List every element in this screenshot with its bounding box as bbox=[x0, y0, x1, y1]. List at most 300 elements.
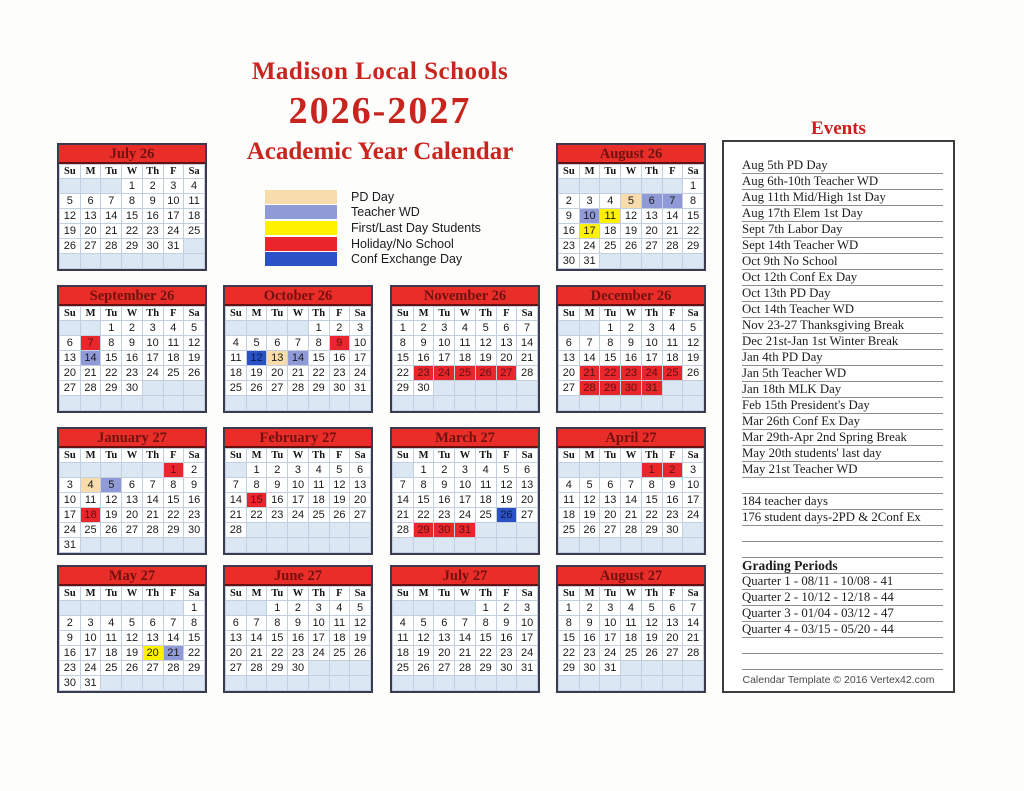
empty-cell bbox=[142, 254, 163, 269]
week-row bbox=[226, 631, 371, 646]
events-title: Events bbox=[811, 118, 866, 139]
weekday-header: Th bbox=[641, 449, 662, 463]
day-cell: 23 bbox=[288, 646, 309, 661]
weekday-header: Sa bbox=[683, 449, 704, 463]
day-cell: 18 bbox=[621, 631, 642, 646]
empty-cell bbox=[496, 538, 517, 553]
week-row bbox=[60, 254, 205, 269]
month-title: March 27 bbox=[392, 429, 538, 448]
wd-color-swatch bbox=[265, 205, 337, 219]
day-cell: 27 bbox=[496, 366, 517, 381]
day-cell: 28 bbox=[455, 661, 476, 676]
week-row bbox=[559, 321, 704, 336]
weekday-header: Su bbox=[393, 307, 414, 321]
day-cell: 3 bbox=[579, 194, 600, 209]
day-cell: 24 bbox=[517, 646, 538, 661]
day-cell: 14 bbox=[163, 631, 184, 646]
day-cell: 6 bbox=[600, 478, 621, 493]
day-cell: 27 bbox=[226, 661, 247, 676]
week-row bbox=[393, 478, 538, 493]
day-cell: 4 bbox=[80, 478, 101, 493]
empty-cell bbox=[288, 523, 309, 538]
day-cell: 20 bbox=[641, 224, 662, 239]
month-title: July 27 bbox=[392, 567, 538, 586]
day-cell: 15 bbox=[267, 631, 288, 646]
empty-cell bbox=[559, 179, 580, 194]
day-cell: 9 bbox=[122, 336, 143, 351]
day-cell: 24 bbox=[350, 366, 371, 381]
empty-cell bbox=[226, 396, 247, 411]
day-cell: 16 bbox=[579, 631, 600, 646]
empty-cell bbox=[122, 396, 143, 411]
day-cell: 5 bbox=[246, 336, 267, 351]
day-cell: 9 bbox=[496, 616, 517, 631]
empty-cell bbox=[226, 463, 247, 478]
day-cell: 13 bbox=[267, 351, 288, 366]
weekday-header: M bbox=[579, 449, 600, 463]
weekday-header-row bbox=[60, 449, 205, 463]
empty-cell bbox=[641, 396, 662, 411]
empty-cell bbox=[246, 676, 267, 691]
day-cell: 8 bbox=[475, 616, 496, 631]
day-cell: 7 bbox=[579, 336, 600, 351]
empty-cell bbox=[329, 523, 350, 538]
day-cell: 17 bbox=[80, 646, 101, 661]
empty-cell bbox=[683, 538, 704, 553]
day-cell: 20 bbox=[600, 508, 621, 523]
day-cell: 22 bbox=[246, 508, 267, 523]
event-line: Oct 13th PD Day bbox=[742, 286, 943, 302]
empty-cell bbox=[267, 523, 288, 538]
week-row bbox=[559, 478, 704, 493]
weekday-header: F bbox=[662, 165, 683, 179]
empty-cell bbox=[600, 676, 621, 691]
weekday-header: M bbox=[246, 307, 267, 321]
day-cell: 30 bbox=[60, 676, 81, 691]
day-cell: 30 bbox=[122, 381, 143, 396]
day-cell: 20 bbox=[122, 508, 143, 523]
day-cell: 15 bbox=[101, 351, 122, 366]
day-cell: 26 bbox=[579, 523, 600, 538]
weekday-header: Th bbox=[308, 307, 329, 321]
day-cell: 5 bbox=[579, 478, 600, 493]
day-cell: 27 bbox=[142, 661, 163, 676]
legend-label: Holiday/No School bbox=[351, 236, 454, 251]
weekday-header: F bbox=[163, 449, 184, 463]
weekday-header: Tu bbox=[434, 307, 455, 321]
month-table bbox=[59, 164, 205, 269]
day-cell: 27 bbox=[267, 381, 288, 396]
day-cell: 18 bbox=[662, 351, 683, 366]
day-cell: 28 bbox=[226, 523, 247, 538]
day-cell: 27 bbox=[60, 381, 81, 396]
week-row bbox=[559, 676, 704, 691]
weekday-header-row bbox=[393, 449, 538, 463]
day-cell: 3 bbox=[142, 321, 163, 336]
day-cell: 20 bbox=[662, 631, 683, 646]
day-cell: 12 bbox=[60, 209, 81, 224]
week-row bbox=[393, 661, 538, 676]
weekday-header: W bbox=[122, 165, 143, 179]
empty-cell bbox=[308, 523, 329, 538]
day-cell: 28 bbox=[393, 523, 414, 538]
empty-cell bbox=[308, 396, 329, 411]
day-cell: 6 bbox=[60, 336, 81, 351]
day-cell: 11 bbox=[393, 631, 414, 646]
day-cell: 7 bbox=[226, 478, 247, 493]
week-row bbox=[393, 601, 538, 616]
day-cell: 3 bbox=[288, 463, 309, 478]
weekday-header: Su bbox=[60, 587, 81, 601]
weekday-header: F bbox=[496, 449, 517, 463]
day-cell: 14 bbox=[288, 351, 309, 366]
day-cell: 25 bbox=[329, 646, 350, 661]
weekday-header: Th bbox=[142, 165, 163, 179]
day-cell: 26 bbox=[60, 239, 81, 254]
weekday-header: Su bbox=[60, 307, 81, 321]
day-cell: 1 bbox=[393, 321, 414, 336]
day-cell: 7 bbox=[142, 478, 163, 493]
day-cell: 24 bbox=[163, 224, 184, 239]
day-cell: 8 bbox=[184, 616, 205, 631]
empty-cell bbox=[579, 179, 600, 194]
day-cell: 5 bbox=[329, 463, 350, 478]
weekday-header-row bbox=[393, 587, 538, 601]
day-cell: 20 bbox=[226, 646, 247, 661]
day-cell: 27 bbox=[641, 239, 662, 254]
day-cell: 14 bbox=[393, 493, 414, 508]
day-cell: 22 bbox=[393, 366, 414, 381]
week-row bbox=[226, 616, 371, 631]
day-cell: 1 bbox=[246, 463, 267, 478]
empty-cell bbox=[517, 381, 538, 396]
day-cell: 16 bbox=[267, 493, 288, 508]
month-table bbox=[558, 586, 704, 691]
empty-cell bbox=[350, 523, 371, 538]
week-row bbox=[60, 661, 205, 676]
day-cell: 9 bbox=[434, 478, 455, 493]
empty-cell bbox=[246, 396, 267, 411]
empty-cell bbox=[288, 676, 309, 691]
month-table bbox=[558, 448, 704, 553]
day-cell: 31 bbox=[600, 661, 621, 676]
day-cell: 7 bbox=[455, 616, 476, 631]
empty-cell bbox=[600, 463, 621, 478]
day-cell: 27 bbox=[350, 508, 371, 523]
day-cell: 28 bbox=[683, 646, 704, 661]
day-cell: 2 bbox=[184, 463, 205, 478]
day-cell: 26 bbox=[413, 661, 434, 676]
weekday-header: M bbox=[413, 587, 434, 601]
weekday-header: Tu bbox=[101, 307, 122, 321]
empty-cell bbox=[641, 538, 662, 553]
weekday-header: Su bbox=[559, 307, 580, 321]
day-cell: 19 bbox=[475, 351, 496, 366]
weekday-header-row bbox=[60, 307, 205, 321]
empty-cell bbox=[246, 321, 267, 336]
day-cell: 6 bbox=[641, 194, 662, 209]
day-cell: 16 bbox=[142, 209, 163, 224]
week-row bbox=[559, 381, 704, 396]
weekday-header: Su bbox=[226, 307, 247, 321]
weekday-header: Th bbox=[142, 307, 163, 321]
day-cell: 23 bbox=[60, 661, 81, 676]
day-cell: 5 bbox=[413, 616, 434, 631]
empty-cell bbox=[101, 179, 122, 194]
empty-cell bbox=[246, 601, 267, 616]
weekday-header: M bbox=[80, 449, 101, 463]
day-cell: 29 bbox=[413, 523, 434, 538]
day-cell: 29 bbox=[163, 523, 184, 538]
day-cell: 22 bbox=[641, 508, 662, 523]
day-cell: 12 bbox=[350, 616, 371, 631]
weekday-header: Sa bbox=[184, 449, 205, 463]
day-cell: 13 bbox=[559, 351, 580, 366]
event-line: Aug 11th Mid/High 1st Day bbox=[742, 190, 943, 206]
empty-cell bbox=[662, 254, 683, 269]
week-row bbox=[226, 493, 371, 508]
empty-cell bbox=[163, 254, 184, 269]
month-title: December 26 bbox=[558, 287, 704, 306]
day-cell: 16 bbox=[184, 493, 205, 508]
empty-cell bbox=[60, 463, 81, 478]
empty-cell bbox=[434, 381, 455, 396]
empty-cell bbox=[662, 538, 683, 553]
day-cell: 14 bbox=[662, 209, 683, 224]
day-cell: 6 bbox=[122, 478, 143, 493]
weekday-header: Tu bbox=[600, 449, 621, 463]
empty-cell bbox=[60, 321, 81, 336]
day-cell: 16 bbox=[288, 631, 309, 646]
empty-cell bbox=[308, 538, 329, 553]
weekday-header: W bbox=[621, 165, 642, 179]
grading-period-line: Quarter 2 - 10/12 - 12/18 - 44 bbox=[742, 590, 943, 606]
day-cell: 29 bbox=[393, 381, 414, 396]
day-cell: 20 bbox=[267, 366, 288, 381]
day-cell: 3 bbox=[683, 463, 704, 478]
day-cell: 23 bbox=[413, 366, 434, 381]
weekday-header: Th bbox=[641, 307, 662, 321]
month-calendar bbox=[223, 565, 373, 693]
day-cell: 1 bbox=[641, 463, 662, 478]
day-cell: 4 bbox=[621, 601, 642, 616]
week-row bbox=[559, 508, 704, 523]
day-cell: 14 bbox=[142, 493, 163, 508]
day-cell: 20 bbox=[559, 366, 580, 381]
day-cell: 2 bbox=[496, 601, 517, 616]
day-cell: 31 bbox=[455, 523, 476, 538]
day-cell: 25 bbox=[621, 646, 642, 661]
empty-cell bbox=[662, 381, 683, 396]
empty-cell bbox=[641, 179, 662, 194]
month-title: May 27 bbox=[59, 567, 205, 586]
week-row bbox=[60, 351, 205, 366]
day-cell: 8 bbox=[393, 336, 414, 351]
weekday-header: Sa bbox=[683, 307, 704, 321]
empty-cell bbox=[101, 676, 122, 691]
day-cell: 14 bbox=[455, 631, 476, 646]
day-cell: 5 bbox=[350, 601, 371, 616]
day-cell: 28 bbox=[288, 381, 309, 396]
month-calendar bbox=[390, 285, 540, 413]
month-title: August 27 bbox=[558, 567, 704, 586]
empty-cell bbox=[184, 396, 205, 411]
week-row bbox=[226, 336, 371, 351]
empty-cell bbox=[101, 538, 122, 553]
day-cell: 14 bbox=[226, 493, 247, 508]
day-cell: 23 bbox=[579, 646, 600, 661]
day-cell: 31 bbox=[80, 676, 101, 691]
day-cell: 24 bbox=[579, 239, 600, 254]
empty-cell bbox=[455, 676, 476, 691]
calendar-subtitle: Academic Year Calendar bbox=[246, 138, 514, 165]
event-line: Jan 4th PD Day bbox=[742, 350, 943, 366]
day-cell: 30 bbox=[662, 523, 683, 538]
day-cell: 22 bbox=[184, 646, 205, 661]
month-title: February 27 bbox=[225, 429, 371, 448]
day-cell: 4 bbox=[163, 321, 184, 336]
day-cell: 2 bbox=[267, 463, 288, 478]
empty-cell bbox=[329, 396, 350, 411]
day-cell: 9 bbox=[60, 631, 81, 646]
day-cell: 2 bbox=[413, 321, 434, 336]
day-cell: 11 bbox=[621, 616, 642, 631]
weekday-header: Th bbox=[641, 165, 662, 179]
empty-cell bbox=[80, 463, 101, 478]
empty-cell bbox=[559, 538, 580, 553]
weekday-header-row bbox=[393, 307, 538, 321]
day-cell: 1 bbox=[267, 601, 288, 616]
day-cell: 7 bbox=[662, 194, 683, 209]
day-cell: 8 bbox=[246, 478, 267, 493]
month-title: June 27 bbox=[225, 567, 371, 586]
week-row bbox=[60, 209, 205, 224]
weekday-header: M bbox=[579, 165, 600, 179]
empty-cell bbox=[559, 676, 580, 691]
legend-item bbox=[265, 251, 481, 267]
empty-cell bbox=[393, 538, 414, 553]
day-cell: 19 bbox=[329, 493, 350, 508]
month-calendar bbox=[57, 565, 207, 693]
day-cell: 30 bbox=[288, 661, 309, 676]
day-cell: 29 bbox=[184, 661, 205, 676]
day-cell: 24 bbox=[60, 523, 81, 538]
week-row bbox=[393, 616, 538, 631]
day-cell: 14 bbox=[621, 493, 642, 508]
empty-cell bbox=[662, 179, 683, 194]
day-cell: 24 bbox=[80, 661, 101, 676]
day-cell: 10 bbox=[350, 336, 371, 351]
weekday-header: Sa bbox=[517, 449, 538, 463]
day-cell: 20 bbox=[80, 224, 101, 239]
empty-cell bbox=[80, 396, 101, 411]
day-cell: 27 bbox=[600, 523, 621, 538]
empty-cell bbox=[621, 396, 642, 411]
week-row bbox=[559, 493, 704, 508]
month-table bbox=[558, 306, 704, 411]
week-row bbox=[226, 508, 371, 523]
day-cell: 3 bbox=[308, 601, 329, 616]
event-line: Aug 17th Elem 1st Day bbox=[742, 206, 943, 222]
day-cell: 25 bbox=[80, 523, 101, 538]
empty-cell bbox=[559, 396, 580, 411]
day-cell: 1 bbox=[559, 601, 580, 616]
day-cell: 4 bbox=[308, 463, 329, 478]
day-cell: 29 bbox=[641, 523, 662, 538]
week-row bbox=[559, 209, 704, 224]
day-cell: 3 bbox=[455, 463, 476, 478]
weekday-header: Tu bbox=[267, 307, 288, 321]
day-cell: 10 bbox=[163, 194, 184, 209]
day-cell: 14 bbox=[101, 209, 122, 224]
weekday-header: M bbox=[413, 307, 434, 321]
day-cell: 30 bbox=[434, 523, 455, 538]
grading-period-line: Quarter 1 - 08/11 - 10/08 - 41 bbox=[742, 574, 943, 590]
month-calendar bbox=[223, 427, 373, 555]
week-row bbox=[226, 601, 371, 616]
day-cell: 23 bbox=[496, 646, 517, 661]
day-cell: 12 bbox=[475, 336, 496, 351]
weekday-header: Su bbox=[393, 587, 414, 601]
day-cell: 4 bbox=[475, 463, 496, 478]
day-cell: 17 bbox=[60, 508, 81, 523]
weekday-header: F bbox=[163, 307, 184, 321]
day-cell: 2 bbox=[662, 463, 683, 478]
day-cell: 16 bbox=[122, 351, 143, 366]
day-cell: 17 bbox=[579, 224, 600, 239]
day-cell: 31 bbox=[579, 254, 600, 269]
day-cell: 17 bbox=[641, 351, 662, 366]
day-cell: 9 bbox=[142, 194, 163, 209]
school-name: Madison Local Schools bbox=[251, 58, 509, 85]
day-cell: 7 bbox=[101, 194, 122, 209]
day-cell: 26 bbox=[184, 366, 205, 381]
empty-cell bbox=[350, 676, 371, 691]
day-cell: 12 bbox=[579, 493, 600, 508]
day-cell: 5 bbox=[641, 601, 662, 616]
day-cell: 6 bbox=[517, 463, 538, 478]
empty-cell bbox=[641, 661, 662, 676]
day-cell: 2 bbox=[579, 601, 600, 616]
day-cell: 18 bbox=[308, 493, 329, 508]
day-cell: 21 bbox=[579, 366, 600, 381]
week-row bbox=[559, 601, 704, 616]
empty-cell bbox=[621, 676, 642, 691]
day-cell: 13 bbox=[142, 631, 163, 646]
empty-cell bbox=[267, 538, 288, 553]
weekday-header: F bbox=[329, 307, 350, 321]
empty-cell bbox=[455, 601, 476, 616]
empty-cell bbox=[226, 321, 247, 336]
weekday-header: Sa bbox=[683, 165, 704, 179]
empty-cell bbox=[600, 396, 621, 411]
day-cell: 4 bbox=[559, 478, 580, 493]
day-cell: 28 bbox=[246, 661, 267, 676]
day-cell: 2 bbox=[122, 321, 143, 336]
day-cell: 10 bbox=[455, 478, 476, 493]
day-cell: 11 bbox=[475, 478, 496, 493]
event-line: Mar 29th-Apr 2nd Spring Break bbox=[742, 430, 943, 446]
week-row bbox=[559, 194, 704, 209]
day-cell: 24 bbox=[683, 508, 704, 523]
day-cell: 19 bbox=[246, 366, 267, 381]
day-cell: 12 bbox=[683, 336, 704, 351]
empty-cell bbox=[184, 538, 205, 553]
weekday-header: F bbox=[163, 587, 184, 601]
week-row bbox=[226, 396, 371, 411]
day-cell: 9 bbox=[559, 209, 580, 224]
day-cell: 26 bbox=[496, 508, 517, 523]
